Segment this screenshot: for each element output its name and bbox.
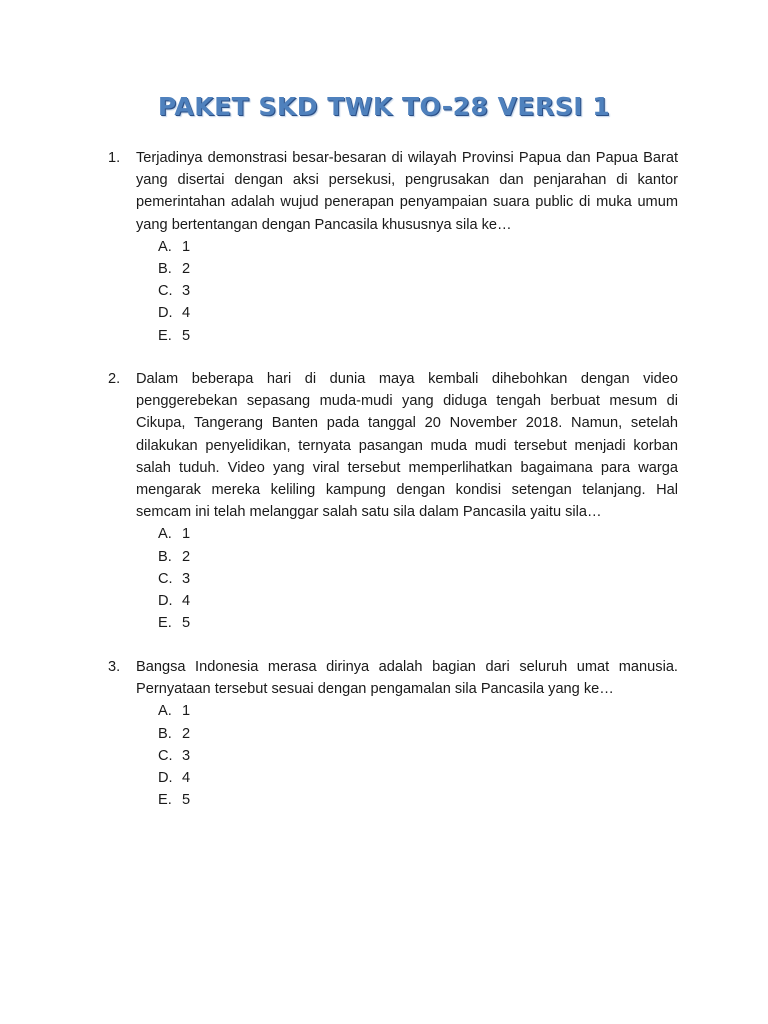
question-text: Terjadinya demonstrasi besar-besaran di wilayah Provinsi Papua dan Papua Barat yang disertai dengan aksi persekusi, pengrusakan dan penjarahan di kantor pemerintahan adalah wujud penerapan penyampaian suara public di muka umum yang bertentangan dengan Pancasila khususnya sila ke… (136, 150, 678, 233)
option-value: 2 (182, 725, 191, 742)
page-title: PAKET SKD TWK TO-28 VERSI 1 (157, 92, 611, 121)
option-value: 5 (182, 792, 191, 809)
option-a (158, 700, 678, 722)
answer-options (158, 523, 678, 634)
question-text: Bangsa Indonesia merasa dirinya adalah bagian dari seluruh umat manusia. Pernyataan tersebut sesuai dengan pengamalan sila Pancasila yang ke… (136, 659, 678, 698)
option-letter: A. (158, 238, 172, 255)
option-a (158, 236, 678, 258)
option-a (158, 523, 678, 545)
question-number: 1. (108, 150, 121, 166)
option-value: 5 (182, 615, 191, 632)
option-letter: E. (158, 327, 172, 344)
option-d (158, 302, 678, 324)
question-text: Dalam beberapa hari di dunia maya kembali dihebohkan dengan video penggerebekan sepasang muda-mudi yang diduga tengah berbuat mesum di Cikupa, Tangerang Banten pada tanggal 20 November 2018. Namun, setelah dilakukan penyelidikan, ternyata pasangan muda mudi tersebut menjadi korban salah tuduh. Video yang viral tersebut memperlihatkan bagaimana para warga mengarak mereka keliling kampung dengan kondisi setengan telanjang. Hal semcam ini telah melanggar salah satu sila dalam Pancasila yaitu sila… (136, 371, 678, 521)
option-value: 4 (182, 769, 191, 786)
option-e (158, 325, 678, 347)
option-d (158, 590, 678, 612)
question-2 (108, 368, 678, 634)
option-value: 2 (182, 261, 191, 277)
option-value: 4 (182, 305, 191, 322)
option-value: 3 (182, 570, 191, 587)
option-value: 2 (182, 548, 191, 565)
option-letter: D. (158, 305, 173, 322)
option-letter: A. (158, 526, 172, 543)
option-value: 1 (182, 238, 191, 255)
option-value: 3 (182, 283, 191, 300)
option-e (158, 612, 678, 634)
option-letter: B. (158, 261, 172, 277)
option-d (158, 767, 678, 789)
option-c (158, 745, 678, 767)
option-letter: D. (158, 592, 173, 609)
option-value: 1 (182, 703, 191, 720)
option-letter: A. (158, 703, 172, 720)
option-letter: C. (158, 570, 173, 587)
option-c (158, 568, 678, 590)
option-b (158, 723, 678, 745)
option-value: 5 (182, 327, 191, 344)
option-e (158, 789, 678, 811)
question-number: 3. (108, 659, 121, 675)
option-letter: C. (158, 747, 173, 764)
option-c (158, 280, 678, 302)
option-b (158, 258, 678, 280)
option-value: 4 (182, 592, 191, 609)
option-letter: E. (158, 792, 172, 809)
option-value: 1 (182, 526, 191, 543)
option-letter: D. (158, 769, 173, 786)
option-letter: E. (158, 615, 172, 632)
answer-options (158, 236, 678, 347)
answer-options (158, 700, 678, 811)
question-number: 2. (108, 371, 121, 387)
option-b (158, 546, 678, 568)
option-letter: B. (158, 548, 172, 565)
option-letter: C. (158, 283, 173, 300)
question-1 (108, 147, 678, 347)
option-value: 3 (182, 747, 191, 764)
option-letter: B. (158, 725, 172, 742)
question-3 (108, 656, 678, 811)
